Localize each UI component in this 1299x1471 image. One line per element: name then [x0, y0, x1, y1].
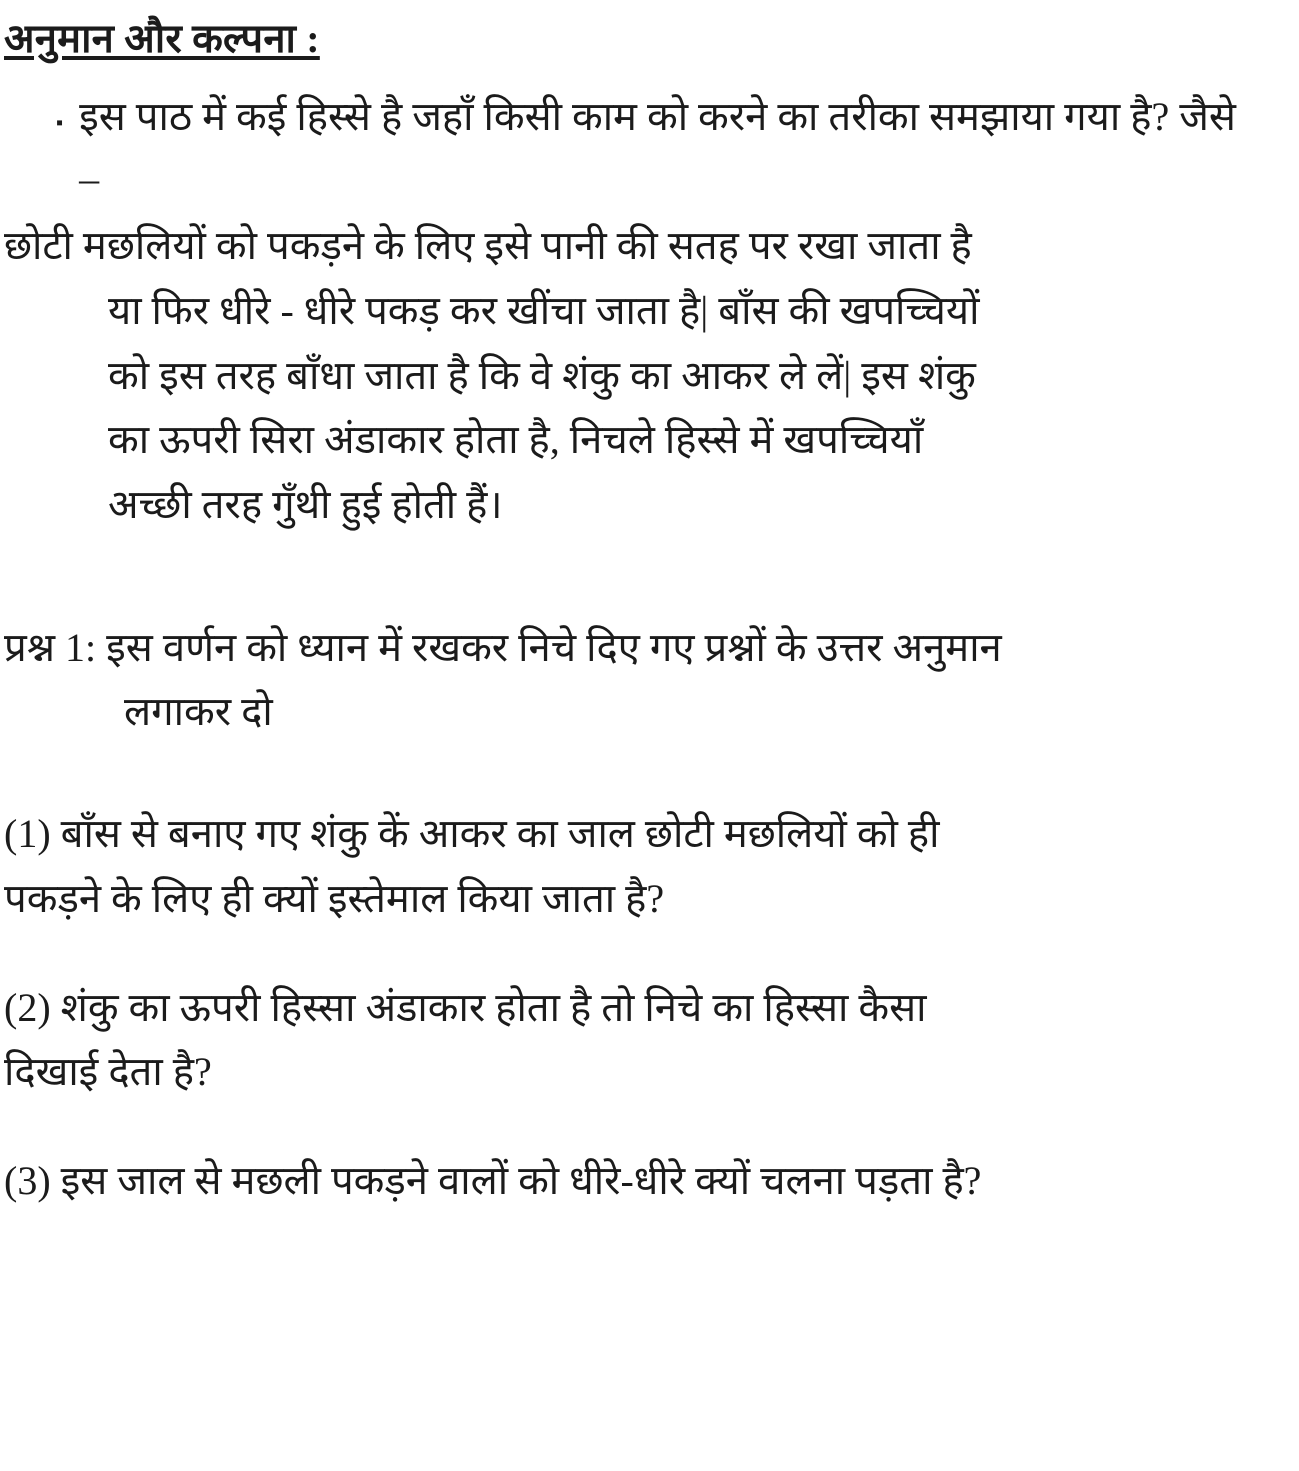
passage-paragraph [4, 214, 1269, 538]
spacer [4, 1105, 1269, 1149]
spacer [4, 538, 1269, 616]
bullet-marker-icon: ▪ [56, 112, 64, 134]
sub-question-1 [4, 802, 1269, 932]
sub-question-1-line-1: (1) बाँस से बनाए गए शंकु कें आकर का जाल छोटी मछलियों को ही [4, 810, 940, 856]
passage-line-3: को इस तरह बाँधा जाता है कि वे शंकु का आकर ले लें| इस शंकु [108, 352, 976, 398]
question-1-line-1: प्रश्न 1: इस वर्णन को ध्यान में रखकर निचे दिए गए प्रश्नों के उत्तर अनुमान [4, 624, 1002, 670]
passage-line-4: का ऊपरी सिरा अंडाकार होता है, निचले हिस्से में खपच्चियाँ [108, 417, 924, 463]
sub-question-3-line-1: (3) इस जाल से मछली पकड़ने वालों को धीरे-धीरे क्यों चलना पड़ता है? [4, 1158, 982, 1204]
bullet-item-text: इस पाठ में कई हिस्से है जहाँ किसी काम को करने का तरीका समझाया गया है? जैसे – [79, 94, 1236, 201]
bullet-list-item [4, 86, 1269, 210]
passage-line-2: या फिर धीरे - धीरे पकड़ कर खींचा जाता है| बाँस की खपच्चियों [108, 287, 980, 333]
sub-question-1-line-2: पकड़ने के लिए ही क्यों इस्तेमाल किया जाता है? [4, 875, 665, 921]
sub-question-3 [4, 1149, 1269, 1214]
sub-question-2 [4, 976, 1269, 1106]
spacer [4, 932, 1269, 976]
page-title: अनुमान और कल्पना : [4, 16, 320, 61]
sub-question-2-line-1: (2) शंकु का ऊपरी हिस्सा अंडाकार होता है तो निचे का हिस्सा कैसा [4, 984, 927, 1030]
question-1-line-2: लगाकर दो [124, 688, 273, 734]
question-1-prompt [4, 616, 1269, 744]
passage-line-1: छोटी मछलियों को पकड़ने के लिए इसे पानी की सतह पर रखा जाता है [4, 223, 972, 268]
spacer [4, 744, 1269, 802]
passage-line-5: अच्छी तरह गुँथी हुई होती हैं। [108, 482, 503, 528]
sub-question-2-line-2: दिखाई देता है? [4, 1049, 212, 1095]
